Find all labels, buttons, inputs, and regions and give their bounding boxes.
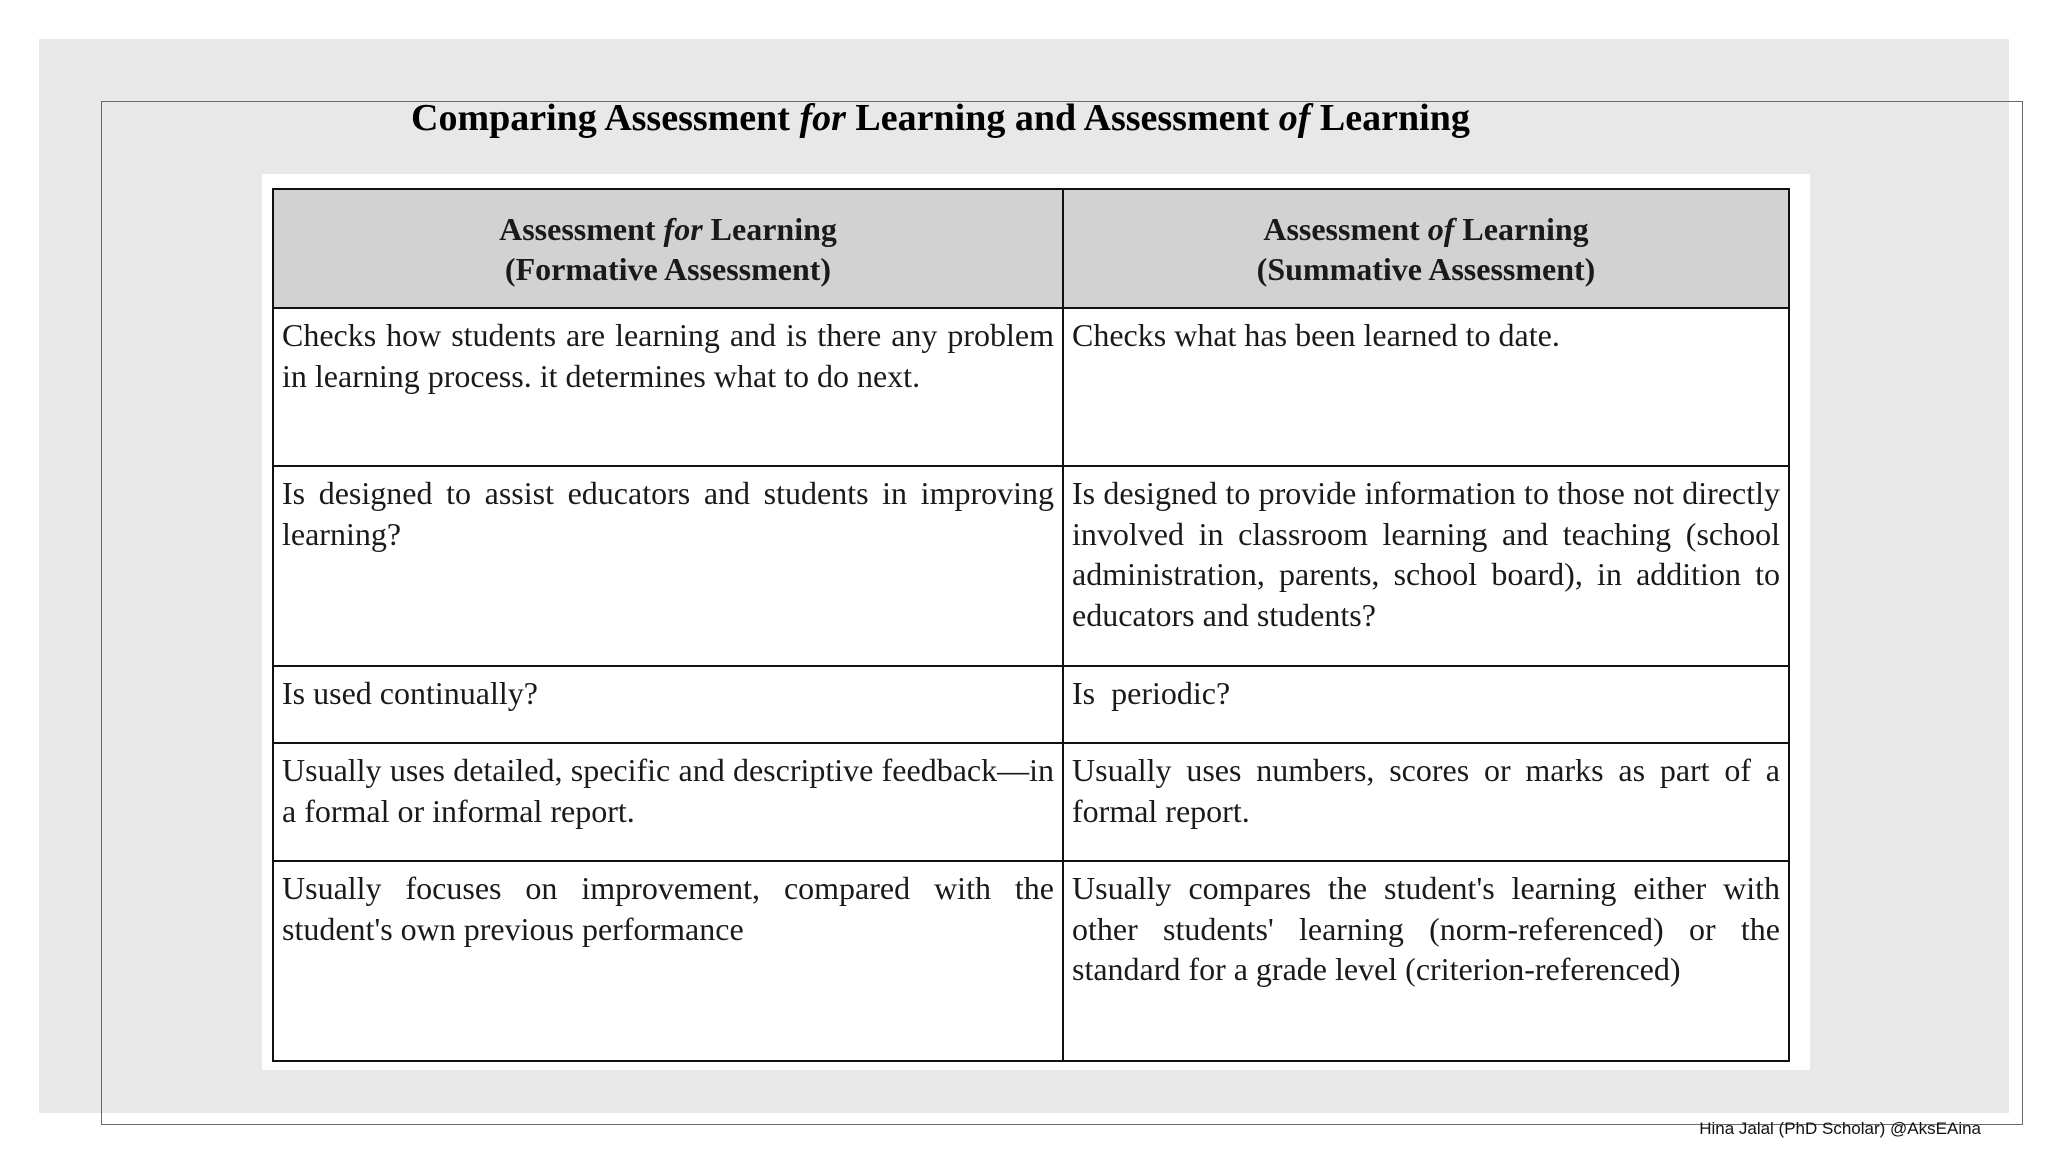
cell-summative: Usually compares the student's learning either with other students' learning (norm-referenced) or the standard for a grade level (criterion-referenced) bbox=[1063, 861, 1789, 1061]
table-row bbox=[273, 666, 1789, 743]
header-summative-em: of bbox=[1427, 210, 1455, 247]
cell-summative: Checks what has been learned to date. bbox=[1063, 308, 1789, 466]
header-summative-text-post: Learning bbox=[1454, 210, 1589, 247]
header-summative-text: Assessment bbox=[1263, 210, 1428, 247]
header-formative bbox=[273, 189, 1063, 308]
cell-summative: Usually uses numbers, scores or marks as part of a formal report. bbox=[1063, 743, 1789, 861]
header-summative-subtitle: (Summative Assessment) bbox=[1256, 250, 1596, 287]
table-row bbox=[273, 743, 1789, 861]
header-formative-text-post: Learning bbox=[702, 210, 837, 247]
title-text-2: for bbox=[799, 97, 846, 139]
header-formative-em: for bbox=[663, 210, 703, 247]
cell-summative: Is designed to provide information to those not directly involved in classroom learning and teaching (school administration, parents, school board), in addition to educators and students? bbox=[1063, 466, 1789, 666]
cell-formative: Is used continually? bbox=[273, 666, 1063, 743]
table-row bbox=[273, 308, 1789, 466]
header-formative-text: Assessment bbox=[499, 210, 664, 247]
header-summative bbox=[1063, 189, 1789, 308]
cell-formative: Checks how students are learning and is there any problem in learning process. it determines what to do next. bbox=[273, 308, 1063, 466]
cell-formative: Is designed to assist educators and students in improving learning? bbox=[273, 466, 1063, 666]
author-credit: Hina Jalal (PhD Scholar) @AksEAina bbox=[1699, 1119, 1981, 1138]
slide-title bbox=[411, 92, 1511, 144]
header-formative-subtitle: (Formative Assessment) bbox=[504, 250, 832, 287]
comparison-table bbox=[272, 188, 1790, 1062]
cell-summative: Is periodic? bbox=[1063, 666, 1789, 743]
table-row bbox=[273, 466, 1789, 666]
title-text-3: Learning and Assessment bbox=[845, 97, 1279, 139]
cell-formative: Usually uses detailed, specific and descriptive feedback—in a formal or informal report. bbox=[273, 743, 1063, 861]
table-row bbox=[273, 861, 1789, 1061]
table-header-row bbox=[273, 189, 1789, 308]
comparison-table-card bbox=[262, 174, 1810, 1070]
title-text-5: Learning bbox=[1310, 97, 1470, 139]
cell-formative: Usually focuses on improvement, compared with the student's own previous performance bbox=[273, 861, 1063, 1061]
title-text-4: of bbox=[1278, 97, 1311, 139]
title-text-1: Comparing Assessment bbox=[411, 97, 800, 139]
